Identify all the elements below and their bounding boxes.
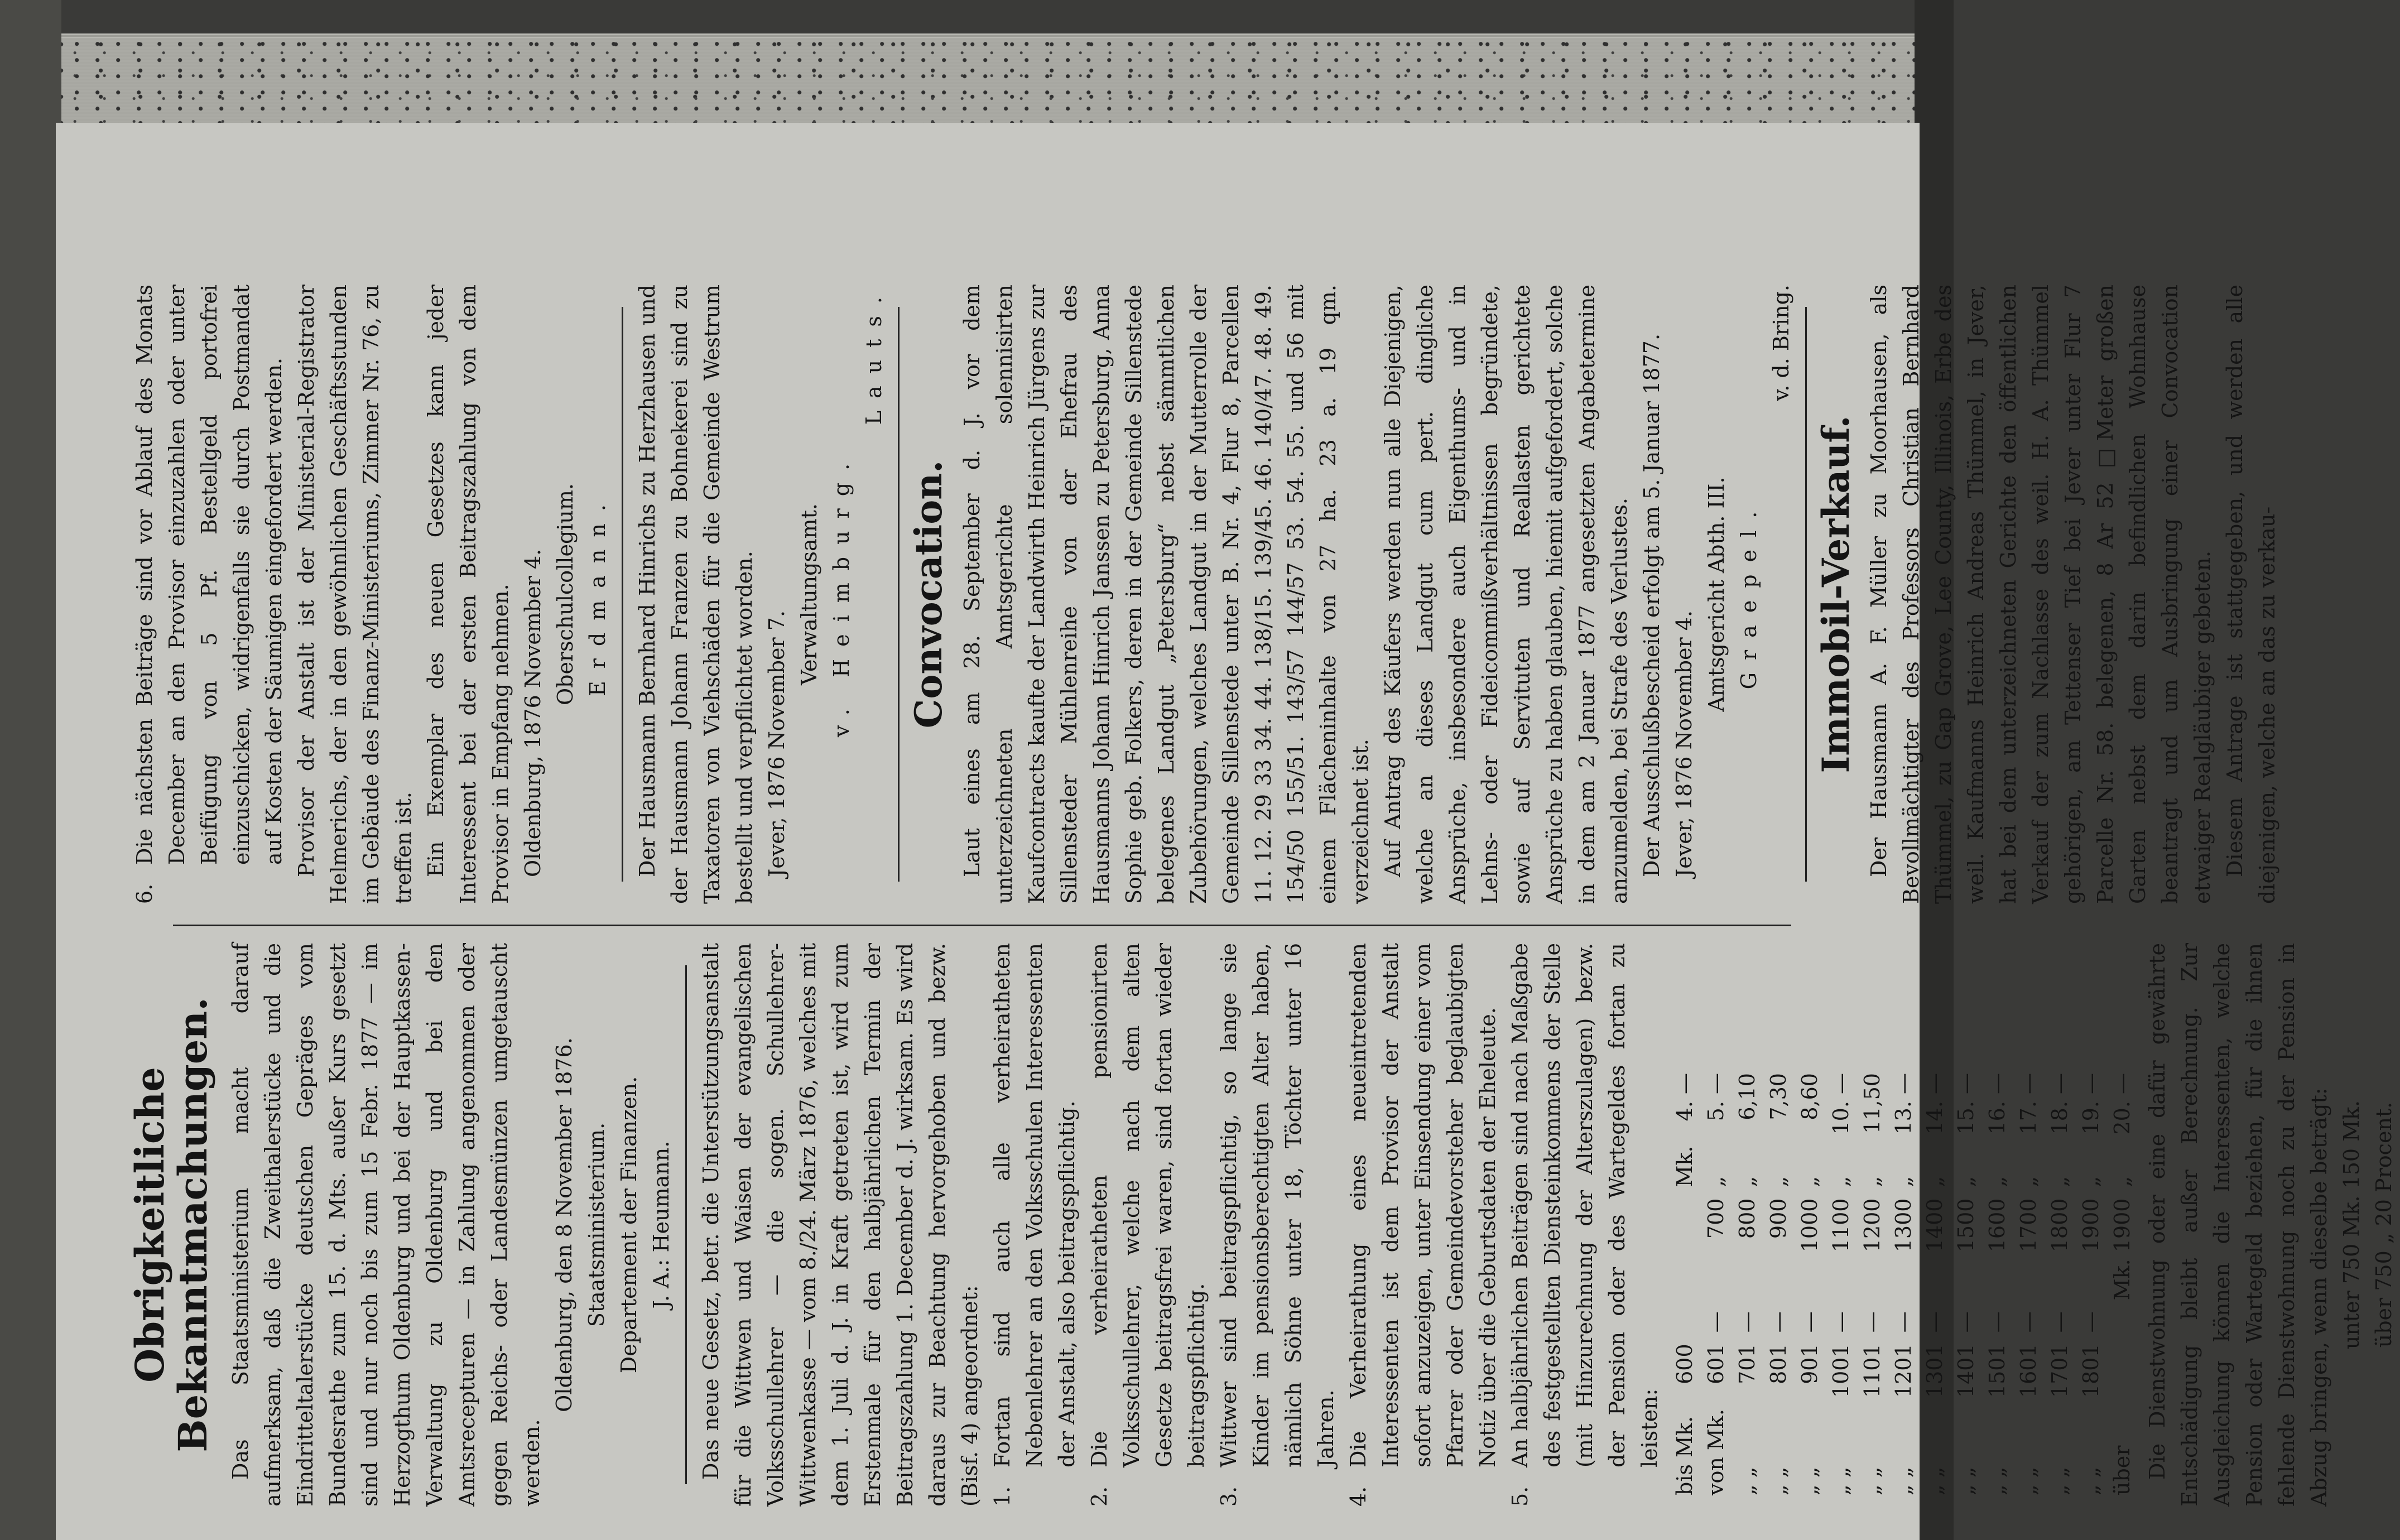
table-cell: „ „ — [1829, 1466, 1853, 1495]
table-row — [1825, 1067, 1856, 1501]
table-cell: 11,50 — [1860, 1073, 1884, 1134]
table-cell: 1300 — [1891, 1198, 1916, 1253]
paragraph-convocation: Laut eines am 28. September d. J. vor dem unterzeichneten Amtsgerichte solennisirten Kaufcontracts kaufte der Landwirth Heinrich Jürgens zur Sillensteder Mühlenreihe von der Ehefrau des Hausmanns Johann Hinrich Janssen zu Petersburg, Anna Sophie geb. Folkers, deren in der Gemeinde Sillenstede belegenes Landgut „Petersburg“ nebst sämmtlichen Zubehörungen, welches Landgut in der Mutterrolle der Gemeinde Sillenstede unter B. Nr. 4, Flur 8, Parcellen 11. 12. 29 33 34. 44. 138/15. 139/45. 46. 140/47. 48. 49. 154/50 155/51. 143/57 144/57 53. 54. 55. und 56 mit einem Flächeninhalte von 27 ha. 23 a. 19 qm. verzeichnet ist. — [959, 285, 1373, 904]
table-cell: — — [1829, 1311, 1853, 1333]
paragraph-exemplar: Ein Exemplar des neuen Gesetzes kann jeder Interessent bei der ersten Beitragszahlung von dem Provisor in Empfang nehmen. — [424, 285, 513, 904]
table-cell: über — [2110, 1445, 2134, 1495]
table-row — [1700, 1067, 1732, 1501]
signature-line: Erdmann. — [585, 492, 610, 696]
table-cell — [1669, 1193, 1700, 1306]
left-binding-shadow — [0, 0, 61, 1540]
table-cell: von Mk. — [1704, 1409, 1728, 1495]
table-cell: — — [1954, 1311, 1978, 1333]
table-cell: „ — [2047, 1176, 2072, 1187]
table-cell: 13. — — [1891, 1073, 1916, 1135]
table-cell: 1301 — [1922, 1344, 1947, 1398]
signature-line: Amtsgericht Abth. III. — [1704, 477, 1729, 712]
table-row — [2106, 1067, 2138, 1501]
section-title-convocation: Convocation. — [907, 460, 950, 729]
table-cell: — — [1704, 1311, 1728, 1333]
table-cell: „ — [1891, 1176, 1916, 1187]
table-cell: 4. — — [1672, 1073, 1697, 1122]
table-cell: 901 — [1797, 1344, 1822, 1384]
list-item — [1213, 943, 1342, 1507]
table-cell: 1801 — [2079, 1344, 2103, 1398]
column-divider — [173, 925, 1791, 926]
table-cell: — — [1922, 1311, 1947, 1333]
table-cell: „ „ — [1860, 1466, 1884, 1495]
paragraph-antrag: Auf Antrag des Käufers werden nun alle Diejenigen, welche an dieses Landgut cum pert. dingliche Ansprüche, insbesondere auch Eigenthums- und in Lehns- oder Fideicommißverhältnissen begründete, sowie auf Servituten und Reallasten gerichtete Ansprüche zu haben glauben, hiemit aufgefordert, solche in dem am 2 Januar 1877 angesetzten Angabetermine anzumelden, bei Strafe des Verlustes. — [1380, 285, 1632, 904]
table-cell: „ „ — [1797, 1466, 1822, 1495]
table-cell: „ — [2079, 1176, 2103, 1187]
table-cell: 1600 — [1985, 1198, 2009, 1253]
paragraph-staatsministerium: Das Staatsministerium macht darauf aufmerksam, daß die Zweithalerstücke und die Eindritteltalerstücke deutschen Gepräges vom Bundesrathe zum 15. d. Mts. außer Kurs gesetzt sind und nur noch bis zum 15 Febr. 1877 — im Herzogthum Oldenburg und bei der Hauptkassen-Verwaltung zu Oldenburg und bei den Amtsrecepturen — in Zahlung angenommen oder gegen Reichs- oder Landesmünzen umgetauscht werden. — [228, 943, 544, 1507]
table-row — [1888, 1067, 1919, 1501]
paragraph-provisor: Provisor der Anstalt ist der Ministerial-Registrator Helmerichs, der in den gewöhnlichen Geschäftsstunden im Gebäude des Finanz-Ministeriums, Zimmer Nr. 76, zu treffen ist. — [294, 285, 416, 904]
table-cell: — — [1985, 1311, 2009, 1333]
table-row — [1981, 1067, 2013, 1501]
paragraph-taxatoren: Der Hausmann Bernhard Hinrichs zu Herzhausen und der Hausmann Johann Franzen zu Bohnekerei sind zu Taxatoren von Viehschäden für die Gemeinde Westrum bestellt und verpflichtet worden. — [635, 285, 757, 904]
table-cell: „ „ — [1954, 1466, 1978, 1495]
table-cell: 1500 — [1954, 1198, 1978, 1253]
table-cell: „ — [2016, 1176, 2041, 1187]
list-number: 3. — [1216, 1486, 1241, 1507]
table-row — [1794, 1067, 1825, 1501]
signature-line: Lauts. — [862, 285, 886, 425]
table-cell: 5. — — [1704, 1073, 1728, 1122]
table-cell: „ „ — [2047, 1466, 2072, 1495]
table-cell: 1601 — [2016, 1344, 2041, 1398]
table-cell: 1000 — [1797, 1198, 1822, 1253]
date-line: Oldenburg, 1876 November 4. — [521, 548, 545, 877]
table-cell: Mk. — [1672, 1146, 1697, 1187]
table-row — [1669, 1067, 1700, 1501]
paragraph-immobil: Der Hausmann A. F. Müller zu Moorhausen, als Bevollmächtigter des Professors Christian Bernhard Thümmel, zu Gap Grove, Lee County, Illinois, Erbe des weil. Kaufmanns Heinrich Andreas Thümmel, in Jever, hat bei dem unterzeichneten Gerichte den öffentlichen Verkauf der zum Nachlasse des weil. H. A. Thümmel gehörigen, am Tettenser Tief bei Jever unter Flur 7 Parcelle Nr. 58. belegenen, 8 Ar 52 □Meter großen Garten nebst dem darin befindlichen Wohnhause beantragt und um Ausbringung einer Convocation etwaiger Realgläubiger gebeten. — [1867, 285, 2215, 904]
signature-line: Oberschulcollegium. — [553, 483, 578, 706]
signature-line: J. A.: Heumann. — [649, 1140, 674, 1309]
paragraph-gesetz: Das neue Gesetz, betr. die Unterstützungsanstalt für die Wittwen und Waisen der evangelischen Volksschullehrer — die sogen. Schullehrer-Wittwenkasse — vom 8./24. März 1876, welches mit dem 1. Juli d. J. in Kraft getreten ist, wird zum Erstenmale für den halbjährlichen Termin der Beitragszahlung 1. December d. J. wirksam. Es wird daraus zur Beachtung hervorgehoben und bezw. (Bisf. 4) angeordnet: — [699, 943, 982, 1507]
list-item — [986, 943, 1083, 1507]
signature-line: Verwaltungsamt. — [797, 503, 821, 686]
table-cell: „ „ — [1766, 1466, 1791, 1495]
date-line: Jever, 1876 November 7. — [764, 610, 789, 877]
paragraph-ausschluss: Der Ausschlußbescheid erfolgt am 5. Januar 1877. — [1639, 333, 1664, 877]
table-cell: — — [2079, 1311, 2103, 1333]
table-row — [1732, 1067, 1763, 1501]
table-cell: 7,30 — [1766, 1073, 1791, 1120]
table-cell: Mk. 1900 — [2110, 1198, 2134, 1301]
table-cell: 900 — [1766, 1198, 1791, 1239]
table-cell: — — [1860, 1311, 1884, 1333]
table-cell — [2106, 1338, 2138, 1403]
table-cell: 16. — — [1985, 1073, 2009, 1135]
table-cell — [1669, 1306, 1700, 1338]
list-number: 6. — [132, 883, 157, 904]
table-cell: 1001 — [1829, 1344, 1853, 1398]
table-cell: — — [2047, 1311, 2072, 1333]
table-cell: „ — [1704, 1176, 1728, 1187]
section-rule — [898, 307, 900, 882]
table-cell: „ — [2110, 1176, 2134, 1187]
deduction-line: unter 750 Mk. 150 Mk. — [2339, 1100, 2364, 1350]
table-cell: 601 — [1704, 1344, 1728, 1384]
table-cell: 14. — — [1922, 1073, 1947, 1135]
table-cell: „ — [1766, 1176, 1791, 1187]
table-cell: 1201 — [1891, 1344, 1916, 1398]
table-row — [1856, 1067, 1888, 1501]
table-cell: 10. — — [1829, 1073, 1853, 1135]
table-row — [1919, 1067, 1950, 1501]
table-cell: 1501 — [1985, 1344, 2009, 1398]
table-cell: 17. — — [2016, 1073, 2041, 1135]
rotated-text-block — [127, 134, 2396, 1507]
list-text: Wittwer sind beitragspflichtig, so lange sie Kinder im pensionsberechtigten Alter haben, nämlich Söhne unter 18, Töchter unter 16 Jahren. — [1216, 943, 1338, 1467]
list-item — [1504, 943, 1666, 1507]
table-cell: 600 — [1672, 1344, 1697, 1384]
table-cell: „ — [1860, 1176, 1884, 1187]
list-text: Die nächsten Beiträge sind vor Ablauf des Monats December an den Provisor einzuzahlen oder unter Beifügung von 5 Pf. Bestellgeld portofrei einzuschicken, widrigenfalls sie durch Postmandat auf Kosten der Säumigen eingefordert werden. — [132, 285, 286, 865]
table-cell — [2106, 1306, 2138, 1338]
table-row — [2013, 1067, 2044, 1501]
table-cell: 1900 — [2079, 1198, 2103, 1253]
list-number: 5. — [1508, 1486, 1532, 1507]
table-cell: 6,10 — [1735, 1073, 1759, 1120]
table-cell: — — [1766, 1311, 1791, 1333]
list-item — [1083, 943, 1213, 1507]
table-cell: — — [2016, 1311, 2041, 1333]
table-cell: „ „ — [2016, 1466, 2041, 1495]
contribution-table — [1669, 1067, 2138, 1501]
signature-line: v. d. Bring. — [1768, 285, 1793, 401]
list-text: Die verheiratheten pensionirten Volksschullehrer, welche nach dem alten Gesetze beitragsfrei waren, sind fortan wieder beitragspflichtig. — [1087, 943, 1209, 1467]
table-cell: 800 — [1735, 1198, 1759, 1239]
table-row — [1950, 1067, 1981, 1501]
table-cell: 701 — [1735, 1344, 1759, 1384]
list-text: Fortan sind auch alle verheiratheten Nebenlehrer an den Volksschulen Interessenten der Anstalt, also beitragspflichtig. — [990, 943, 1079, 1467]
table-cell: 20. — — [2110, 1073, 2134, 1135]
contribution-table-body — [1669, 1067, 2138, 1501]
table-cell: 801 — [1766, 1344, 1791, 1384]
table-cell: 8,60 — [1797, 1073, 1822, 1120]
table-cell: 700 — [1704, 1198, 1728, 1239]
table-cell: „ — [1735, 1176, 1759, 1187]
table-cell: — — [1891, 1311, 1916, 1333]
section-rule — [685, 965, 687, 1484]
table-cell: 19. — — [2079, 1073, 2103, 1135]
table-cell: „ „ — [2079, 1466, 2103, 1495]
list-item — [128, 285, 290, 904]
table-cell: „ — [1985, 1176, 2009, 1187]
table-row — [1763, 1067, 1794, 1501]
table-cell: „ — [1829, 1176, 1853, 1187]
list-number: 1. — [990, 1486, 1014, 1507]
section-title-immobil-verkauf: Immobil-Verkauf. — [1814, 415, 1858, 773]
signature-line: Staatsministerium. — [584, 1122, 609, 1327]
table-cell: „ „ — [1735, 1466, 1759, 1495]
section-title-bekanntmachungen: Obrigkeitliche Bekanntmachungen. — [127, 997, 216, 1452]
date-line: Jever, 1876 November 4. — [1671, 610, 1696, 877]
table-cell: „ „ — [1922, 1466, 1947, 1495]
list-text: Die Verheirathung eines neueintretenden Interessenten ist dem Provisor der Anstalt sofort anzuzeigen, unter Einsendung einer vom Pfarrer oder Gemeindevorsteher beglaubigten Notiz über die Geburtsdaten der Eheleute. — [1346, 943, 1500, 1467]
right-column — [128, 285, 2280, 904]
table-cell: 15. — — [1954, 1073, 1978, 1135]
list-text: An halbjährlichen Beiträgen sind nach Maßgabe des festgestellten Diensteinkommens der Stelle (mit Hinzurechnung der Alterszulagen) bezw. der Pension oder des Wartegeldes fortan zu leisten: — [1508, 943, 1662, 1467]
table-cell: 1200 — [1860, 1198, 1884, 1253]
date-line: Oldenburg, den 8 November 1876. — [552, 1037, 576, 1412]
table-row — [2075, 1067, 2106, 1501]
table-cell: „ — [1922, 1176, 1947, 1187]
left-column — [127, 943, 2396, 1507]
paragraph-dienstwohnung: Die Dienstwohnung oder eine dafür gewährte Entschädigung bleibt außer Berechnung. Zur Ausgleichung können die Interessenten, welche Pension oder Wartegeld beziehen, für die ihnen fehlende Dienstwohnung noch zu der Pension in Abzug bringen, wenn dieselbe beträgt: — [2145, 943, 2331, 1507]
table-cell: 1400 — [1922, 1198, 1947, 1253]
table-cell: 1101 — [1860, 1344, 1884, 1398]
signature-line: Departement der Finanzen. — [617, 1076, 641, 1374]
table-cell: 18. — — [2047, 1073, 2072, 1135]
table-cell: — — [1797, 1311, 1822, 1333]
deduction-line: über 750 „ 20 Procent. — [2372, 1101, 2396, 1348]
table-cell: 1401 — [1954, 1344, 1978, 1398]
signature-line: v. Heimburg. — [829, 451, 854, 738]
signature-line: Graepel. — [1736, 499, 1761, 690]
section-rule — [1805, 307, 1807, 882]
table-cell: 1701 — [2047, 1344, 2072, 1398]
table-row — [2044, 1067, 2075, 1501]
list-number: 2. — [1087, 1486, 1112, 1507]
table-cell: 1800 — [2047, 1198, 2072, 1253]
list-item — [1342, 943, 1504, 1507]
list-number: 4. — [1346, 1486, 1370, 1507]
table-cell: — — [1735, 1311, 1759, 1333]
table-cell: „ — [1954, 1176, 1978, 1187]
table-cell: „ „ — [1891, 1466, 1916, 1495]
section-rule — [622, 307, 623, 882]
paragraph-diesem: Diesem Antrage ist stattgegeben, und werden alle diejenigen, welche an das zu verkau- — [2223, 285, 2280, 904]
table-cell: „ „ — [1985, 1466, 2009, 1495]
table-cell: 1100 — [1829, 1198, 1853, 1253]
table-cell: „ — [1797, 1176, 1822, 1187]
table-cell: 1700 — [2016, 1198, 2041, 1253]
table-cell: bis Mk. — [1672, 1416, 1697, 1495]
